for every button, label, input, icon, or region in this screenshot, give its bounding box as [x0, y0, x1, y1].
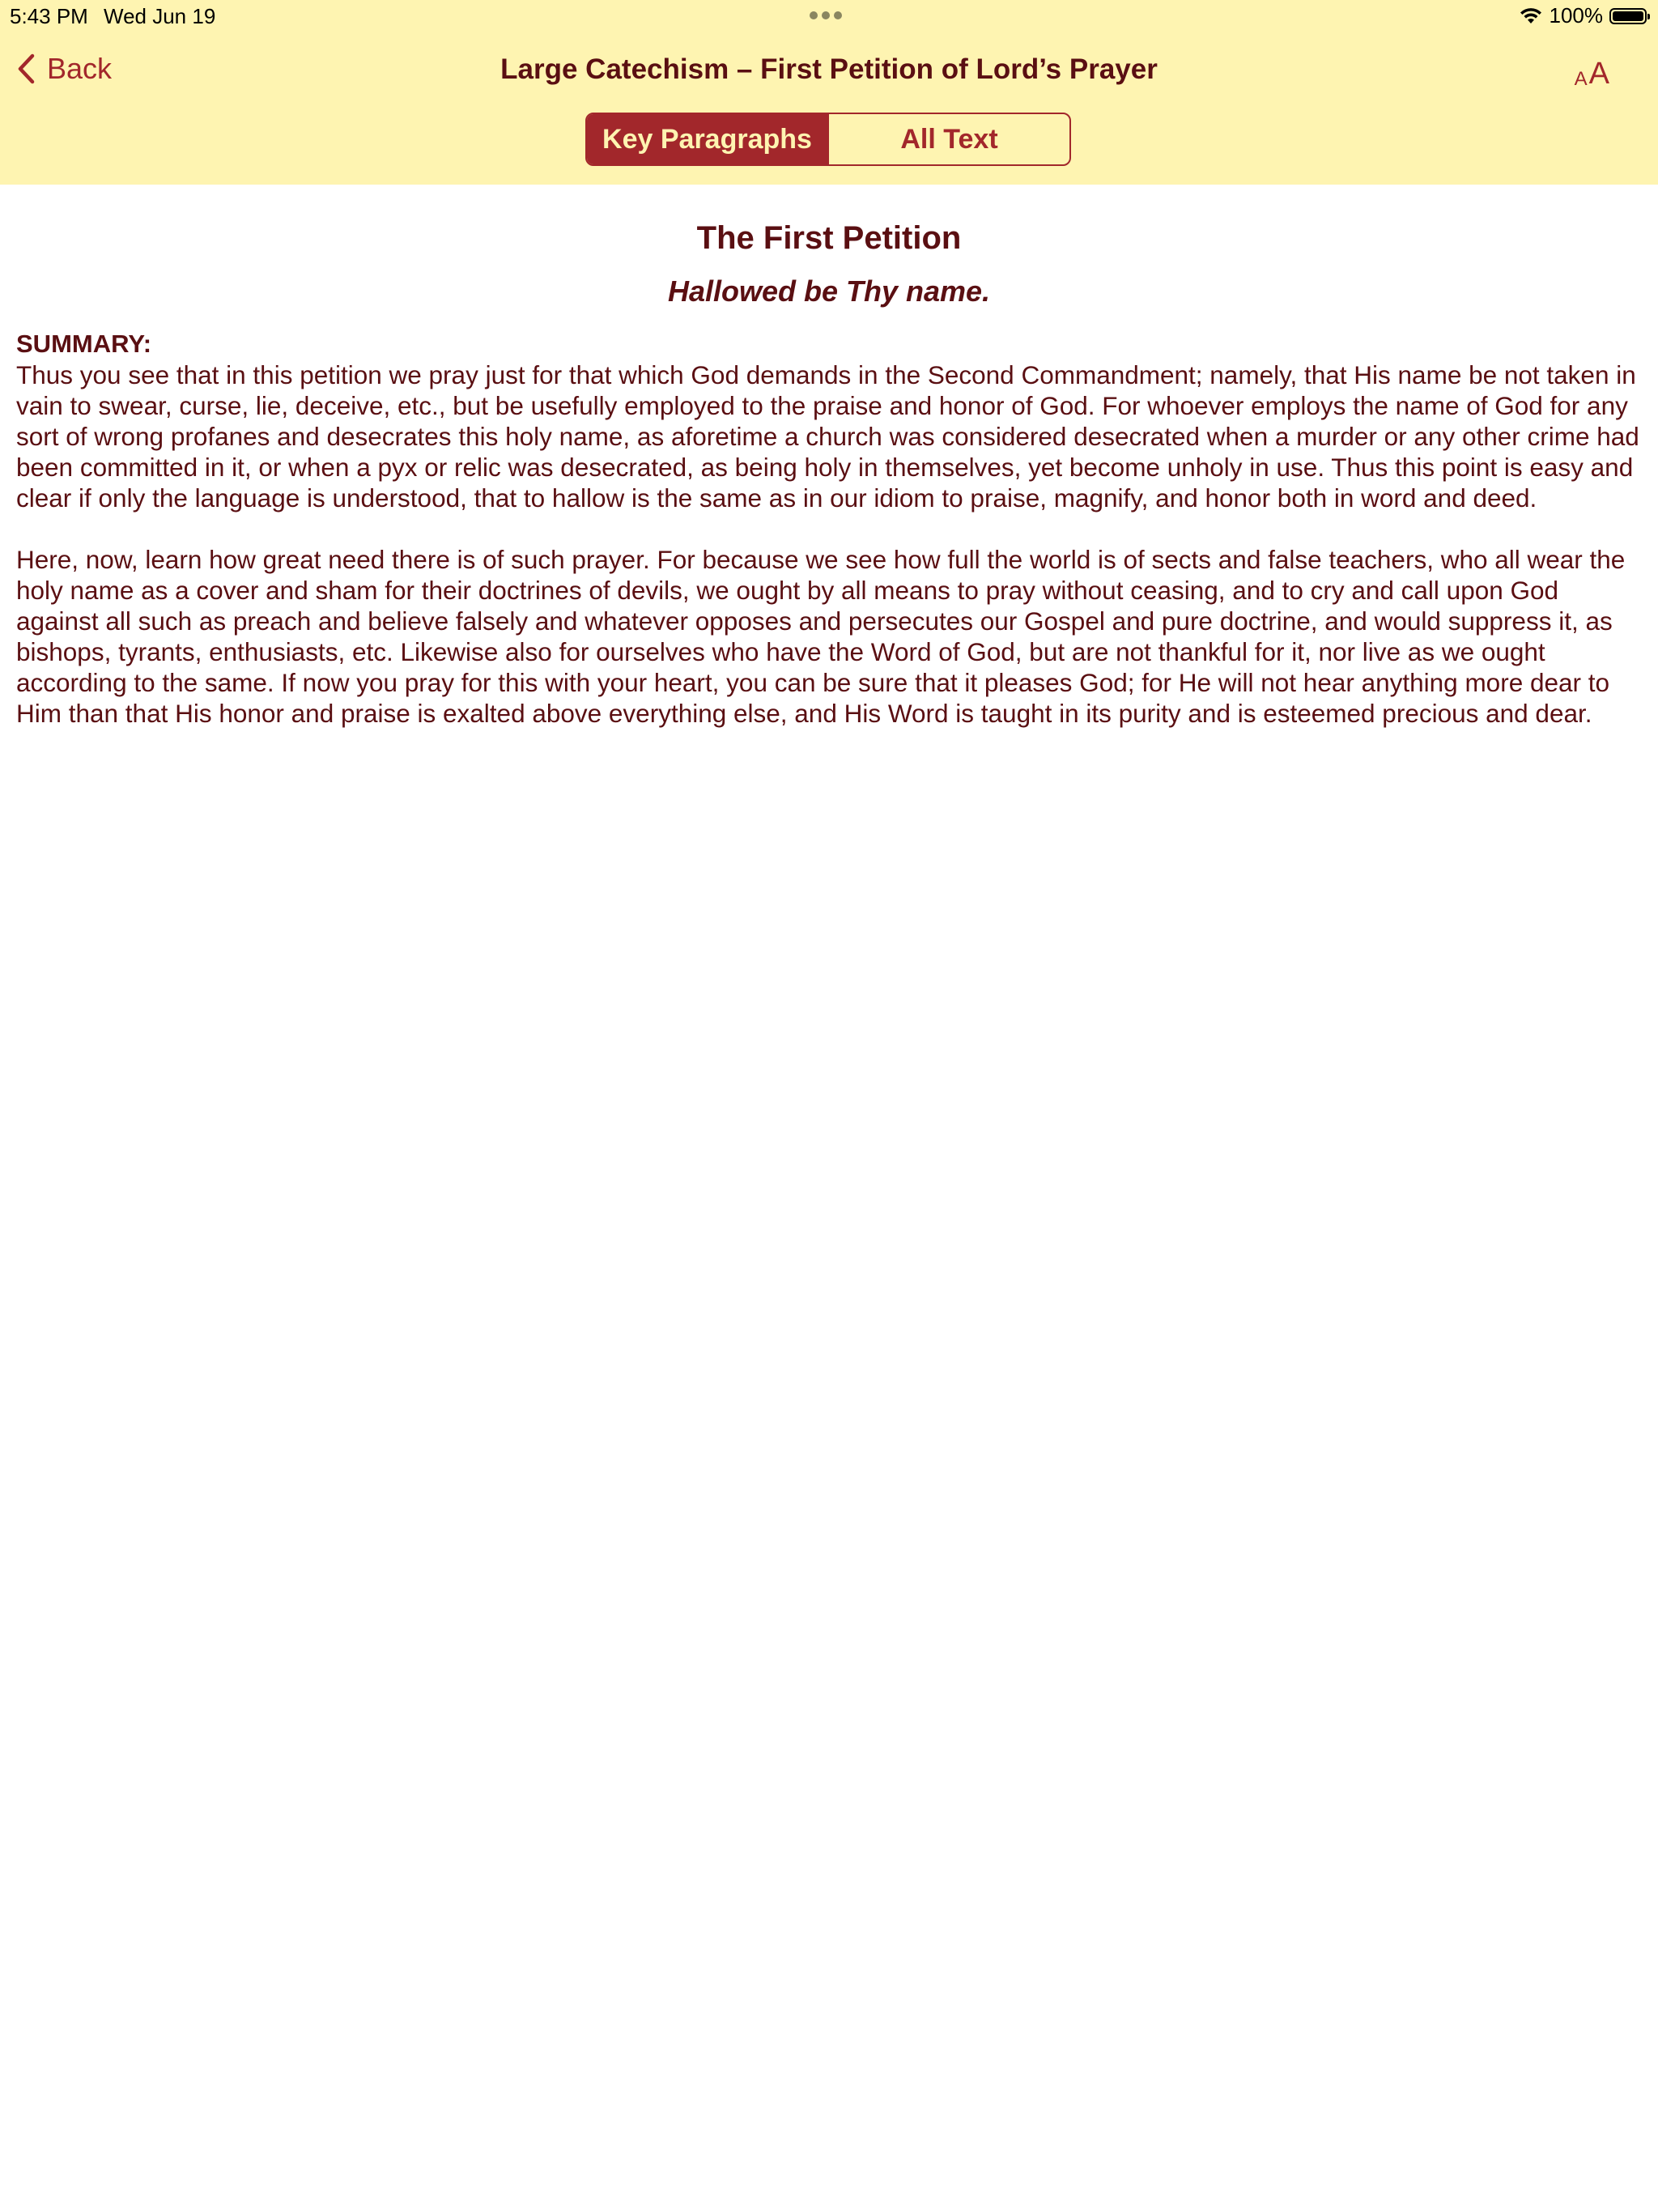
status-date: Wed Jun 19 [104, 4, 216, 28]
content-area[interactable] [0, 185, 1658, 729]
summary-label: SUMMARY: [16, 330, 152, 358]
battery-percentage: 100% [1549, 3, 1603, 28]
text-size-large-icon: A [1588, 57, 1609, 91]
wifi-icon [1519, 7, 1543, 25]
segment-all-text[interactable]: All Text [827, 114, 1069, 164]
section-title: The First Petition [696, 220, 962, 256]
header [0, 0, 1658, 185]
paragraph: Thus you see that in this petition we pray just for that which God demands in the Second Commandment; namely, that His name be not taken in vain to swear, curse, lie, deceive, etc., but be usefully employed to the praise and honor of God. For whoever employs the name of God for any sort of wrong profanes and desecrates this holy name, as aforetime a church was considered desecrated when a murder or any other crime had been committed in it, or when a pyx or relic was desecrated, as being holy in themselves, yet become unholy in use. Thus this point is easy and clear if only the language is understood, that to hallow is the same as in our idiom to praise, magnify, and honor both in word and deed. [16, 360, 1639, 513]
segment-key-paragraphs[interactable]: Key Paragraphs [587, 114, 827, 164]
multitasking-dots-icon[interactable] [810, 11, 842, 19]
back-label: Back [47, 52, 113, 85]
status-time: 5:43 PM [10, 4, 88, 28]
status-right [1519, 3, 1647, 28]
page-title: Large Catechism – First Petition of Lord’s Prayer [500, 53, 1158, 85]
text-size-button[interactable] [1575, 58, 1609, 89]
paragraph: Here, now, learn how great need there is of such prayer. For because we see how full the world is of sects and false teachers, who all wear the holy name as a cover and sham for their doctrines of devils, we ought by all means to pray without ceasing, and to cry and call upon God against all such as preach and believe falsely and whatever opposes and persecutes our Gospel and pure doctrine, and would suppress it, as bishops, tyrants, enthusiasts, etc. Likewise also for ourselves who have the Word of God, but are not thankful for it, nor live as we ought according to the same. If now you pray for this with your heart, you can be sure that it pleases God; for He will not hear anything more dear to Him than that His honor and praise is exalted above everything else, and His Word is taught in its purity and is esteemed precious and dear. [16, 545, 1626, 728]
section-subtitle: Hallowed be Thy name. [667, 274, 991, 308]
status-bar [0, 0, 1658, 32]
battery-icon [1609, 8, 1647, 24]
text-size-small-icon: A [1574, 68, 1588, 90]
view-mode-segmented-control [585, 113, 1071, 166]
